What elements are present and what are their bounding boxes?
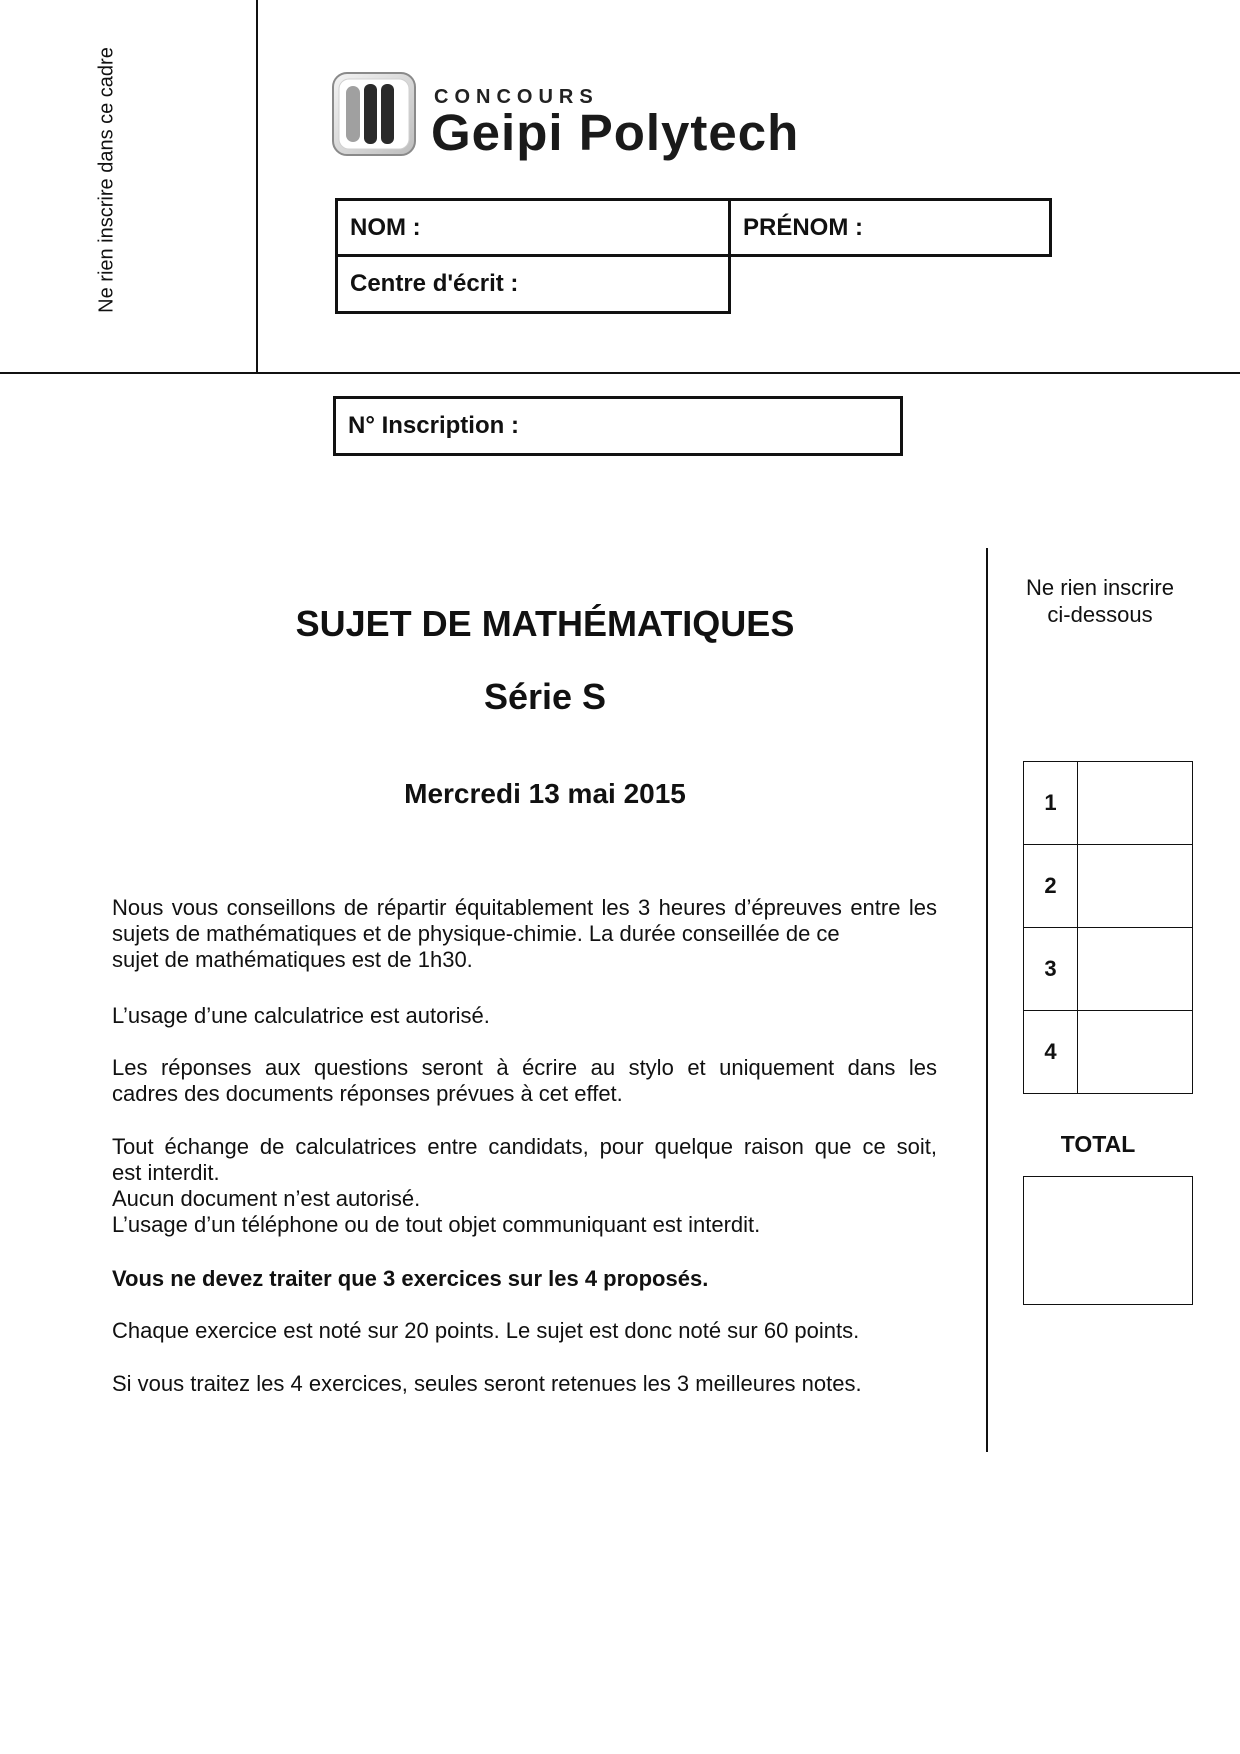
instruction-4-line4: L’usage d’un téléphone ou de tout objet communiquant est interdit. bbox=[112, 1212, 761, 1237]
instruction-3-text: Les réponses aux questions seront à écrire au stylo et uniquement dans les bbox=[112, 1055, 937, 1080]
instruction-4-line3: Aucun document n’est autorisé. bbox=[112, 1186, 421, 1211]
instruction-3-end: cadres des documents réponses prévues à cet effet. bbox=[112, 1081, 623, 1106]
inscription-field[interactable] bbox=[333, 396, 903, 456]
instruction-1-end: sujet de mathématiques est de 1h30. bbox=[112, 947, 473, 972]
score-table bbox=[1023, 761, 1193, 1094]
instruction-paragraph-4 bbox=[112, 1134, 937, 1238]
score-cell[interactable] bbox=[1078, 762, 1193, 845]
logo-concours-text: CONCOURS bbox=[434, 86, 599, 108]
instruction-1-text: Nous vous conseillons de répartir équitablement les 3 heures d’épreuves entre les sujets de mathématiques et de physique-chimie. La durée conseillée de ce bbox=[112, 895, 937, 946]
exercise-number: 2 bbox=[1024, 845, 1078, 928]
nom-label: NOM : bbox=[350, 213, 421, 241]
score-row bbox=[1024, 1011, 1193, 1094]
scoring-note bbox=[1010, 574, 1190, 628]
total-score-box[interactable] bbox=[1023, 1176, 1193, 1305]
exercise-number: 3 bbox=[1024, 928, 1078, 1011]
score-cell[interactable] bbox=[1078, 845, 1193, 928]
header-bottom-rule bbox=[0, 372, 1240, 374]
scoring-divider-rule bbox=[986, 548, 988, 1452]
total-label: TOTAL bbox=[1060, 1131, 1136, 1157]
margin-divider-rule bbox=[256, 0, 258, 373]
geipi-logo-icon bbox=[331, 71, 417, 157]
instruction-4-line2: est interdit. bbox=[112, 1160, 220, 1185]
score-row bbox=[1024, 928, 1193, 1011]
centre-label: Centre d'écrit : bbox=[350, 270, 519, 297]
score-cell[interactable] bbox=[1078, 1011, 1193, 1094]
score-cell[interactable] bbox=[1078, 928, 1193, 1011]
instruction-paragraph-7: Si vous traitez les 4 exercices, seules seront retenues les 3 meilleures notes. bbox=[112, 1371, 862, 1396]
inscription-label: N° Inscription : bbox=[348, 412, 519, 439]
instruction-4-text: Tout échange de calculatrices entre candidats, pour quelque raison que ce soit, bbox=[112, 1134, 937, 1159]
centre-field[interactable] bbox=[335, 254, 731, 314]
scoring-note-line1: Ne rien inscrire bbox=[1026, 575, 1174, 600]
exercise-number: 1 bbox=[1024, 762, 1078, 845]
page-title: SUJET DE MATHÉMATIQUES bbox=[295, 603, 795, 644]
score-row bbox=[1024, 845, 1193, 928]
instruction-paragraph-1 bbox=[112, 895, 937, 973]
instruction-paragraph-5: Vous ne devez traiter que 3 exercices sur les 4 proposés. bbox=[112, 1266, 709, 1291]
instruction-paragraph-6: Chaque exercice est noté sur 20 points. Le sujet est donc noté sur 60 points. bbox=[112, 1318, 860, 1343]
prenom-field[interactable] bbox=[728, 198, 1052, 257]
instruction-paragraph-3 bbox=[112, 1055, 937, 1107]
series-title: Série S bbox=[483, 676, 607, 717]
margin-note: Ne rien inscrire dans ce cadre bbox=[95, 47, 118, 313]
prenom-label: PRÉNOM : bbox=[743, 213, 863, 241]
nom-field[interactable] bbox=[335, 198, 731, 257]
score-row bbox=[1024, 762, 1193, 845]
exam-date: Mercredi 13 mai 2015 bbox=[404, 778, 686, 809]
logo-brand-text: Geipi Polytech bbox=[431, 104, 800, 161]
instruction-paragraph-2: L’usage d’une calculatrice est autorisé. bbox=[112, 1003, 490, 1028]
exercise-number: 4 bbox=[1024, 1011, 1078, 1094]
scoring-note-line2: ci-dessous bbox=[1047, 602, 1153, 627]
